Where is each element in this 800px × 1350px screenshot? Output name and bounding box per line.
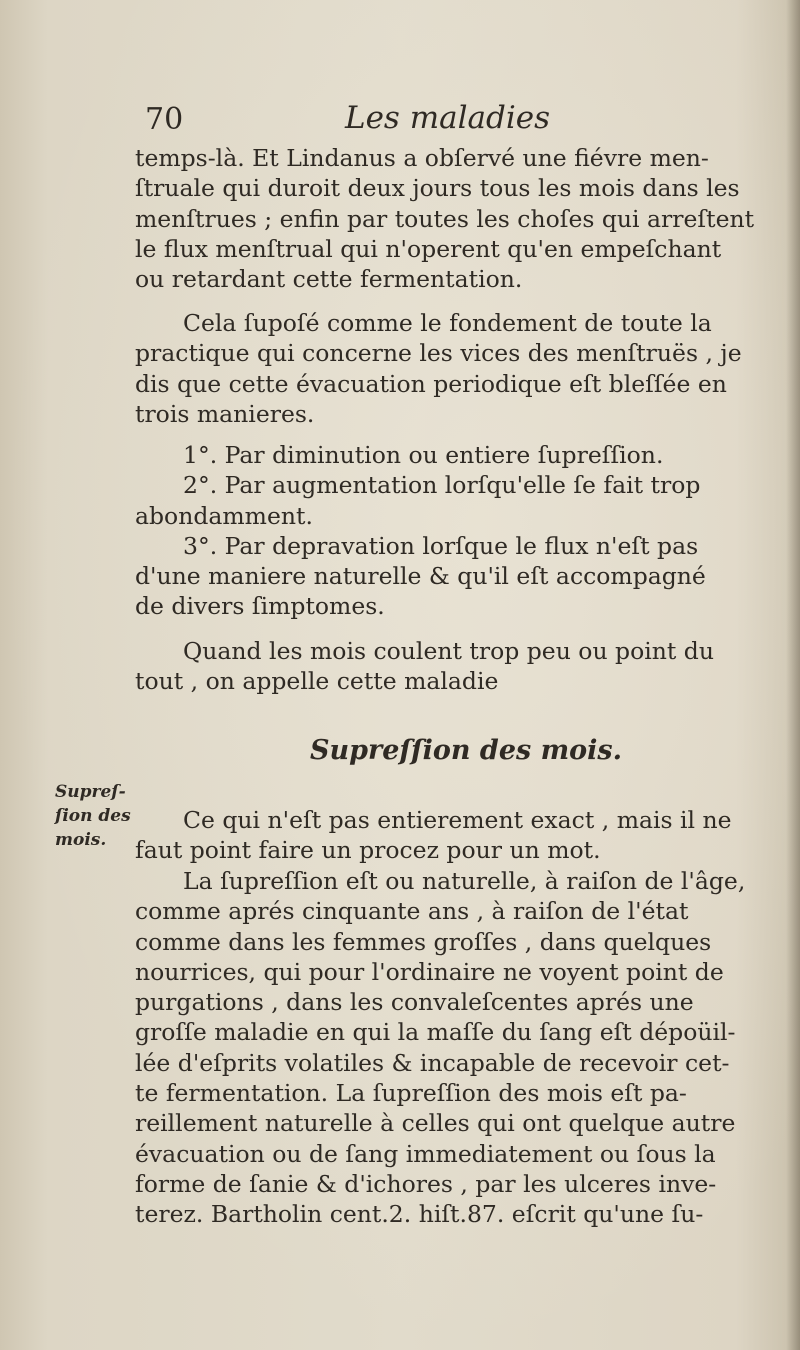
paragraph-2 [135, 308, 760, 429]
text-line: dis que cette évacuation periodique eſt bleſſée en [135, 369, 727, 398]
paragraph-5 [135, 866, 760, 1230]
text-line: tout , on appelle cette maladie [135, 667, 499, 696]
page-number: 70 [145, 102, 184, 137]
list-item-3-cont: de divers ſimptomes. [135, 592, 385, 621]
list-item-2: 2°. Par augmentation lorſqu'elle ſe fait trop [183, 471, 701, 500]
page-edge-shadow [786, 0, 800, 1350]
list-item-2-cont: abondamment. [135, 501, 313, 530]
list-item-3-cont: d'une maniere naturelle & qu'il eſt accompagné [135, 562, 706, 591]
paragraph-3 [135, 636, 760, 697]
text-line: faut point faire un procez pour un mot. [135, 836, 601, 865]
text-line: comme aprés cinquante ans , à raiſon de l'état [135, 897, 689, 926]
running-head: Les maladies [345, 100, 550, 136]
text-line: évacuation ou de ſang immediatement ou ſous la [135, 1139, 716, 1168]
text-line: terez. Bartholin cent.2. hiſt.87. eſcrit qu'une ſu- [135, 1200, 704, 1229]
marginal-note-line: ſion des [55, 806, 131, 826]
text-line: ou retardant cette fermentation. [135, 265, 523, 294]
text-line: Ce qui n'eſt pas entierement exact , mais il ne [183, 806, 732, 834]
page-header [145, 100, 765, 144]
text-line: te fermentation. La ſupreſſion des mois eſt pa- [135, 1079, 687, 1108]
text-line: purgations , dans les convaleſcentes aprés une [135, 988, 694, 1017]
marginal-note-line: mois. [55, 830, 107, 850]
paragraph-1 [135, 143, 760, 294]
text-line: temps-là. Et Lindanus a obſervé une fiévre men- [135, 144, 709, 172]
text-line: forme de ſanie & d'ichores , par les ulceres inve- [135, 1169, 717, 1198]
text-line: nourrices, qui pour l'ordinaire ne voyent point de [135, 957, 724, 986]
text-line: reillement naturelle à celles qui ont quelque autre [135, 1109, 736, 1138]
enumerated-list [135, 440, 760, 622]
text-line: Cela ſupoſé comme le fondement de toute la [183, 309, 712, 337]
paragraph-4 [135, 805, 760, 866]
text-line: trois manieres. [135, 399, 315, 428]
text-line: menſtrues ; enfin par toutes les choſes qui arreſtent [135, 204, 755, 233]
text-line: lée d'eſprits volatiles & incapable de recevoir cet- [135, 1048, 730, 1077]
text-line: practique qui concerne les vices des menſtruës , je [135, 339, 742, 368]
text-line: groſſe maladie en qui la maſſe du ſang eſt dépoüil- [135, 1018, 736, 1047]
text-line: ſtruale qui duroit deux jours tous les mois dans les [135, 174, 740, 203]
section-title: Supreſſion des mois. [310, 735, 623, 766]
list-item-1: 1°. Par diminution ou entiere ſupreſſion. [183, 441, 664, 469]
text-line: Quand les mois coulent trop peu ou point du [183, 637, 714, 665]
text-line: comme dans les femmes groſſes , dans quelques [135, 927, 712, 956]
text-line: La ſupreſſion eſt ou naturelle, à raiſon de l'âge, [183, 867, 746, 895]
marginal-note [55, 780, 131, 852]
marginal-note-line: Supreſ- [55, 782, 126, 802]
text-line: le flux menſtrual qui n'operent qu'en empeſchant [135, 234, 722, 263]
list-item-3: 3°. Par depravation lorſque le flux n'eſt pas [183, 531, 699, 560]
